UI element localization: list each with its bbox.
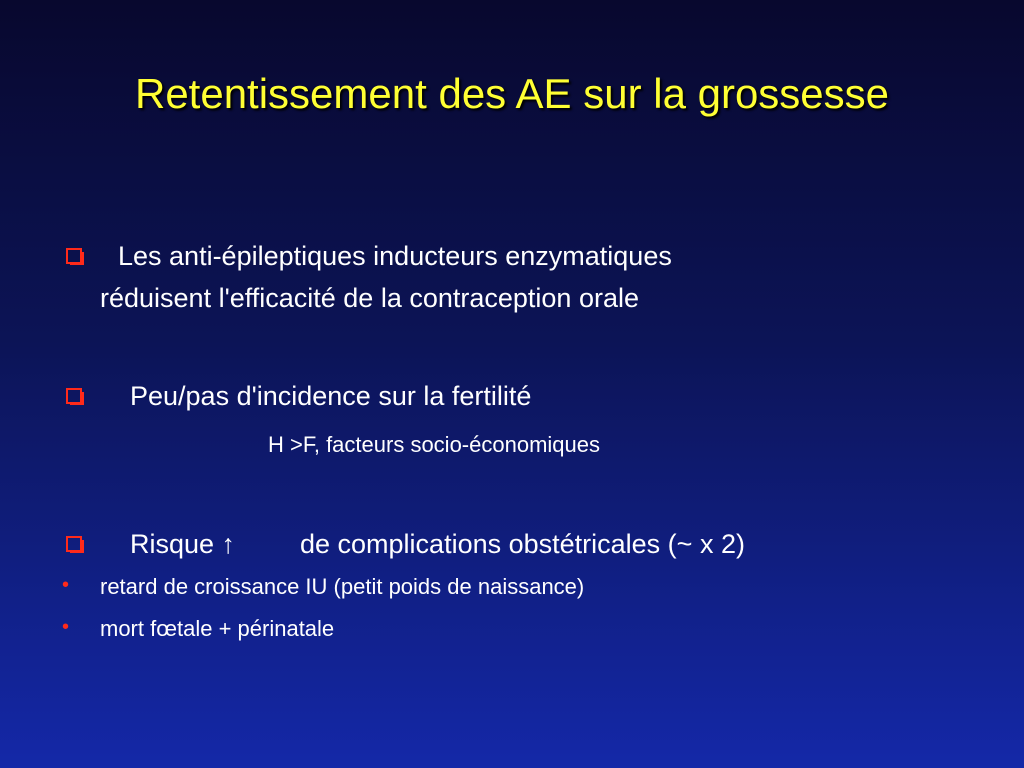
bullet-1-line-1: Les anti-épileptiques inducteurs enzymatiques [118,241,672,271]
bullet-2-subline: H >F, facteurs socio-économiques [268,432,600,457]
hollow-square-bullet-icon [66,248,82,264]
dot-bullet-icon: • [62,616,70,638]
bullet-2-line-1: Peu/pas d'incidence sur la fertilité [130,381,532,411]
hollow-square-bullet-icon [66,536,82,552]
bullet-3-line-1b: de complications obstétricales (~ x 2) [300,529,745,559]
hollow-square-bullet-icon [66,388,82,404]
bullet-3-line-1a: Risque ↑ [130,529,236,559]
slide-title: Retentissement des AE sur la grossesse [134,70,890,117]
bullet-3-subitem-1: retard de croissance IU (petit poids de naissance) [100,574,585,599]
dot-bullet-icon: • [62,574,70,596]
bullet-3-subitem-2: mort fœtale + périnatale [100,616,335,641]
bullet-1-line-2: réduisent l'efficacité de la contraception orale [100,283,639,313]
